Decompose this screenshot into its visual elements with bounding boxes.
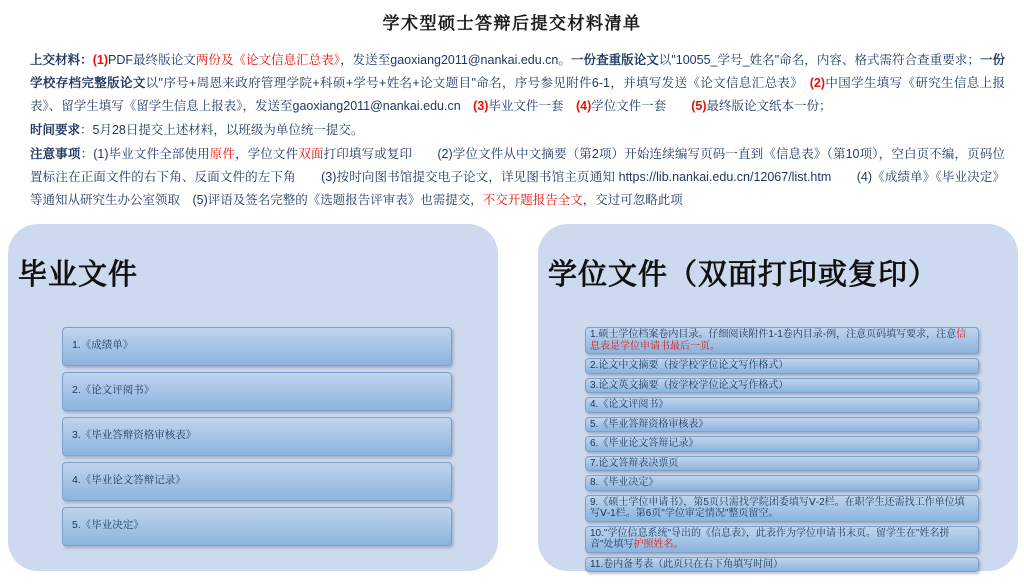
text-run: ，发送至gaoxiang2011@nankai.edu.cn。 [340, 53, 571, 67]
degree-panel-title: 学位文件（双面打印或复印） [548, 259, 939, 291]
text-run: (1) [92, 53, 109, 67]
list-item: 4.《论文评阅书》 [585, 397, 979, 413]
text-run: 两份及《论文信息汇总表》 [195, 53, 341, 67]
list-item: 2.《论文评阅书》 [62, 372, 452, 411]
list-item: 2.论文中文摘要（按学校学位论文写作格式） [585, 358, 979, 374]
text-run: 一份学校存档完整版论文 [30, 53, 1005, 90]
text-run: 时间要求 [30, 123, 81, 137]
graduation-panel-title: 毕业文件 [18, 259, 139, 291]
list-item: 8.《毕业决定》 [585, 475, 979, 491]
text-run: 1.硕士学位档案卷内目录。仔细阅读附件1-1卷内目录-例，注意页码填写要求，注意 [590, 329, 957, 340]
graduation-documents-list [62, 327, 452, 552]
text-run: 以"10055_学号_姓名"命名，内容、格式需符合查重要求； [658, 53, 980, 67]
text-run: 一份查重版论文 [570, 53, 659, 67]
text-run: 不交开题报告全文 [482, 193, 583, 207]
text-run: 信息表是学位申请书最后一页。 [590, 329, 967, 352]
text-run: (3) [473, 99, 489, 113]
text-run: (4) [575, 99, 592, 113]
text-run: ：(1)毕业文件全部使用 [80, 147, 210, 161]
list-item [585, 327, 979, 354]
list-item: 9.《硕士学位申请书》，第5页只需找学院团委填写Ⅴ-2栏。在职学生还需找工作单位填写Ⅴ-1栏。第6页"学位审定情况"整页留空。 [585, 495, 979, 522]
text-run: 最终版论文纸本一份； [706, 99, 832, 113]
list-item: 7.论文答辩表决票页 [585, 456, 979, 472]
text-run: PDF最终版论文 [108, 53, 196, 67]
list-item: 5.《毕业决定》 [62, 507, 452, 546]
text-run: (5) [691, 99, 707, 113]
text-run: 护照姓名。 [633, 539, 684, 550]
text-run: 学位文件一套 [591, 99, 692, 113]
list-item: 1.《成绩单》 [62, 327, 452, 366]
list-item: 3.论文英文摘要（按学校学位论文写作格式） [585, 378, 979, 394]
text-run: 以"序号+周恩来政府管理学院+科硕+学号+姓名+论文题目"命名，序号参见附件6-1，并填写发送《论文信息汇总表》 [145, 76, 810, 90]
text-run: 10."学位信息系统"导出的《信息表》，此表作为学位申请书末页。留学生在"姓名拼音"处填写 [590, 527, 950, 550]
notes-section [30, 49, 1005, 213]
text-run: (2) [809, 76, 826, 90]
text-run: 上交材料： [30, 53, 93, 67]
list-item: 3.《毕业答辩资格审核表》 [62, 417, 452, 456]
document-page [0, 9, 1024, 570]
text-run: 双面 [298, 147, 324, 161]
text-run: 注意事项 [30, 147, 81, 161]
list-item: 5.《毕业答辩资格审核表》 [585, 417, 979, 433]
deadline-note [30, 119, 1005, 142]
list-item: 11.卷内备考表（此页只在右下角填写时间） [585, 557, 979, 573]
text-run: 毕业文件一套 [488, 99, 576, 113]
list-item [585, 526, 979, 553]
graduation-documents-panel [8, 224, 498, 571]
text-run: 原件 [209, 147, 236, 161]
text-run: ，学位文件 [235, 147, 299, 161]
list-item: 6.《毕业论文答辩记录》 [585, 436, 979, 452]
text-run: 打印填写或复印 (2)学位文件从中文摘要（第2项）开始连续编写页码一直到《信息表》（第10项），空白页不编，页码位置标注在正面文件的右下角、反面文件的左下角 (3)按时向图书馆提交电子论文，详见图书馆主页通知 https://lib.nankai.edu.cn/12067/list.htm (4)《成绩单》《毕业决定》等通知从研究生办公室领取 (5)评语及签名完整的《选题报告评审表》也需提交， [30, 147, 1005, 207]
text-run: 中国学生填写《研究生信息上报表》、留学生填写《留学生信息上报表》，发送至gaoxiang2011@nankai.edu.cn [30, 76, 1005, 113]
degree-documents-list [585, 327, 979, 576]
page-title: 学术型硕士答辩后提交材料清单 [382, 14, 642, 33]
attention-note [30, 143, 1005, 212]
materials-note [30, 49, 1005, 118]
list-item: 4.《毕业论文答辩记录》 [62, 462, 452, 501]
text-run: ，交过可忽略此项 [582, 193, 683, 207]
text-run: ：5月28日提交上述材料，以班级为单位统一提交。 [80, 123, 364, 137]
degree-documents-panel [538, 224, 1018, 571]
